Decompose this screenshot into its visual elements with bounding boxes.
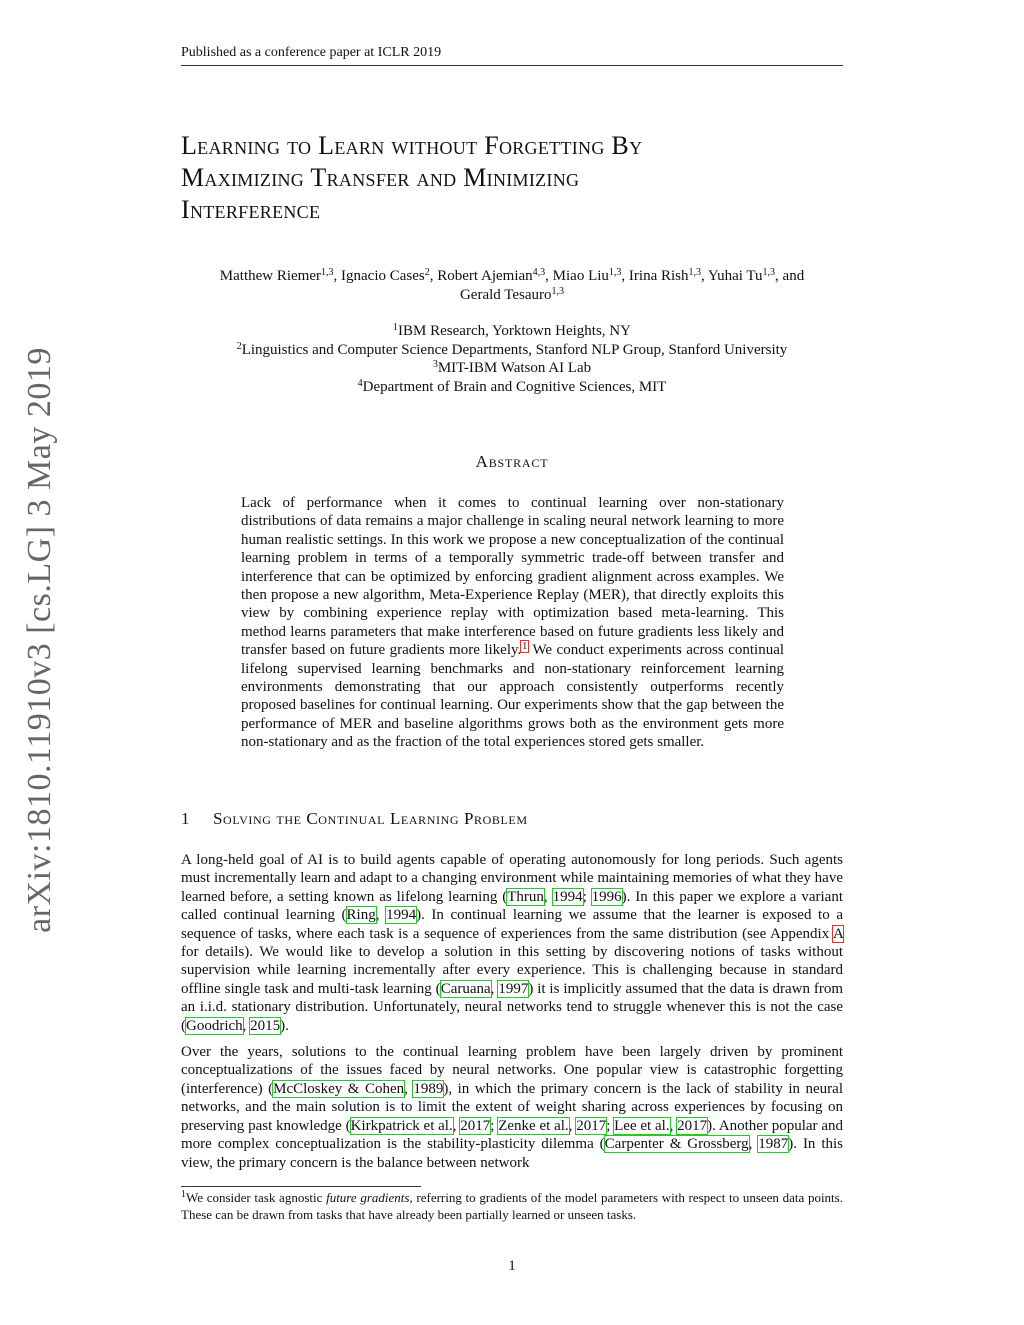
text-run: ). bbox=[280, 1017, 289, 1034]
title-line-3: Interference bbox=[181, 195, 321, 224]
title-line-2: Maximizing Transfer and Minimizing bbox=[181, 163, 580, 192]
affiliation-item bbox=[181, 341, 843, 360]
citation-link[interactable]: Zenke et al. bbox=[498, 1117, 569, 1134]
text-run: , bbox=[543, 888, 553, 905]
citation-link[interactable]: 1987 bbox=[758, 1136, 789, 1153]
affiliation-mark: 2 bbox=[236, 340, 242, 352]
author-affiliation-mark: 1,3 bbox=[762, 267, 776, 278]
text-run: , bbox=[242, 1017, 251, 1034]
text-run: Over the years, solutions to the continual learning problem have been largely driven by prominent conceptualizations of the issues faced by neural networks. One popular view is catastrophic forgetting (interference) ( bbox=[181, 1044, 843, 1097]
citation-link[interactable]: Kirkpatrick et al. bbox=[350, 1117, 453, 1134]
citation-link[interactable]: 2017 bbox=[576, 1117, 607, 1134]
text-run: , bbox=[490, 980, 499, 997]
citation-link[interactable]: Carpenter & Grossberg bbox=[604, 1136, 749, 1153]
author-affiliation-mark: 1,3 bbox=[321, 267, 334, 278]
running-header: Published as a conference paper at ICLR 2019 bbox=[181, 44, 843, 66]
author-affiliation-mark: 4,3 bbox=[532, 267, 546, 278]
footnote-text: We consider task agnostic bbox=[186, 1190, 327, 1205]
title-line-1: Learning to Learn without Forgetting By bbox=[181, 131, 643, 160]
text-run: ) it is implicitly assumed that the data is drawn from an i.i.d. stationary distribution. Unfortunately, neural networks tend to struggle whenever this is not the case ( bbox=[181, 980, 843, 1034]
citation-link[interactable]: Lee et al. bbox=[614, 1117, 670, 1134]
author-name: Matthew Riemer bbox=[219, 268, 322, 284]
abstract-text: Lack of performance when it comes to continual learning over non-stationary distributions of data remains a major challenge in scaling neural network learning to more human realistic settings. In this work we propose a new conceptualization of the continual learning problem in terms of a temporally symmetric trade-off between transfer and interference that can be optimized by enforcing gradient alignment across examples. We then propose a new algorithm, Meta-Experience Replay (MER), that directly exploits this view by combining experience replay with optimization based meta-learning. This method learns parameters that make interference based on future gradients less likely and transfer based on future gradients more likely. bbox=[241, 495, 784, 659]
citation-link[interactable]: 1994 bbox=[552, 888, 583, 905]
text-run: ; bbox=[490, 1117, 499, 1134]
text-run: ; bbox=[606, 1117, 615, 1134]
author-name: Gerald Tesauro bbox=[459, 287, 552, 303]
text-run: , bbox=[568, 1117, 577, 1134]
text-run: ), in which the primary concern is the lack of stability in neural networks, and the main solution is to limit the extent of weight sharing across experiences by focusing on preserving past knowledge ( bbox=[181, 1080, 843, 1134]
affiliation-list bbox=[181, 322, 843, 396]
author-affiliation-mark: 1,3 bbox=[608, 267, 622, 278]
paragraph bbox=[181, 1043, 843, 1172]
author-affiliation-mark: 2 bbox=[424, 267, 430, 278]
citation-link[interactable]: Goodrich bbox=[186, 1017, 243, 1034]
text-run: ). In continual learning we assume that the learner is exposed to a sequence of tasks, where each task is a sequence of experiences from the same distribution (see Appendix bbox=[181, 907, 843, 942]
footnote-mark: 1 bbox=[181, 1189, 186, 1200]
footnote-text: , referring to gradients of the model parameters with respect to unseen data points. These can be drawn from tasks that have already been partially learned or unseen tasks. bbox=[181, 1190, 843, 1222]
affiliation-item bbox=[181, 322, 843, 341]
citation-link[interactable]: Thrun bbox=[507, 888, 544, 905]
text-run: , bbox=[748, 1136, 759, 1153]
citation-link[interactable]: 2017 bbox=[677, 1117, 708, 1134]
text-run: ; bbox=[582, 888, 592, 905]
author-name: , Irina Rish bbox=[621, 268, 689, 284]
affiliation-text: Linguistics and Computer Science Departments, Stanford NLP Group, Stanford University bbox=[241, 341, 788, 358]
author-list bbox=[181, 267, 843, 305]
arxiv-identifier-stamp: arXiv:1810.11910v3 [cs.LG] 3 May 2019 bbox=[21, 347, 58, 933]
text-run: A long-held goal of AI is to build agents capable of operating autonomously for long periods. Such agents must incrementally learn and adapt to a changing environment while maintaining memories of what they have learned before, a setting known as lifelong learning ( bbox=[181, 852, 843, 905]
affiliation-mark: 1 bbox=[393, 322, 399, 333]
text-run: ). In this paper we explore a variant called continual learning ( bbox=[181, 888, 844, 924]
author-name: , Yuhai Tu bbox=[700, 268, 763, 284]
text-run: ). Another popular and more complex conceptualization is the stability-plasticity dilemma ( bbox=[181, 1117, 843, 1153]
footnote-link[interactable]: 1 bbox=[522, 641, 528, 653]
author-conjunction: , and bbox=[775, 268, 805, 284]
citation-link[interactable]: 1997 bbox=[498, 980, 529, 997]
citation-link[interactable]: Ring bbox=[346, 907, 376, 924]
citation-link[interactable]: 2015 bbox=[250, 1017, 281, 1034]
author-affiliation-mark: 1,3 bbox=[551, 286, 565, 297]
appendix-link[interactable]: A bbox=[832, 925, 843, 942]
author-name: , Robert Ajemian bbox=[429, 268, 533, 284]
affiliation-text: Department of Brain and Cognitive Sciences, MIT bbox=[362, 378, 667, 395]
citation-link[interactable]: Caruana bbox=[440, 980, 491, 997]
abstract-heading: Abstract bbox=[475, 452, 549, 471]
affiliation-mark: 4 bbox=[357, 377, 363, 389]
affiliation-item bbox=[181, 378, 843, 397]
text-run: , bbox=[452, 1117, 461, 1134]
section-heading bbox=[181, 808, 843, 830]
page-number: 1 bbox=[508, 1258, 516, 1274]
abstract-body bbox=[241, 494, 784, 752]
author-name: , Miao Liu bbox=[545, 268, 609, 284]
section-title: Solving the Continual Learning Problem bbox=[213, 809, 528, 828]
paper-title bbox=[181, 130, 843, 226]
affiliation-item bbox=[181, 359, 843, 378]
text-run: for details). We would like to develop a solution in this setting by discovering notions of tasks without supervision while learning incrementally after every experience. This is challenging because in standard offline single task and multi-task learning ( bbox=[181, 944, 843, 997]
footnote-emphasis: future gradients bbox=[326, 1190, 410, 1205]
affiliation-mark: 3 bbox=[432, 359, 438, 370]
citation-link[interactable]: 1989 bbox=[413, 1080, 444, 1097]
citation-link[interactable]: 1994 bbox=[386, 907, 417, 924]
text-run: , bbox=[404, 1080, 414, 1097]
section-number: 1 bbox=[181, 809, 191, 828]
affiliation-text: IBM Research, Yorktown Heights, NY bbox=[398, 323, 631, 339]
citation-link[interactable]: McCloskey & Cohen bbox=[273, 1080, 405, 1097]
abstract-text: We conduct experiments across continual lifelong supervised learning benchmarks and non-stationary reinforcement learning environments demonstrating that our approach consistently outperforms recently proposed baselines for continual learning. Our experiments show that the gap between the performance of MER and baseline algorithms grows both as the environment gets more non-stationary and as the fraction of the total experiences stored gets smaller. bbox=[241, 642, 785, 751]
paragraph bbox=[181, 851, 843, 1035]
footnote-divider bbox=[181, 1186, 421, 1187]
text-run: ). In this view, the primary concern is the balance between network bbox=[181, 1136, 844, 1171]
author-name: , Ignacio Cases bbox=[333, 268, 425, 284]
text-run: , bbox=[669, 1117, 678, 1134]
author-affiliation-mark: 1,3 bbox=[688, 267, 701, 278]
section-body bbox=[181, 851, 843, 1180]
text-run: , bbox=[375, 907, 387, 924]
citation-link[interactable]: 2017 bbox=[460, 1117, 491, 1134]
affiliation-text: MIT-IBM Watson AI Lab bbox=[437, 360, 592, 376]
citation-link[interactable]: 1996 bbox=[591, 888, 622, 905]
footnote bbox=[181, 1190, 843, 1223]
